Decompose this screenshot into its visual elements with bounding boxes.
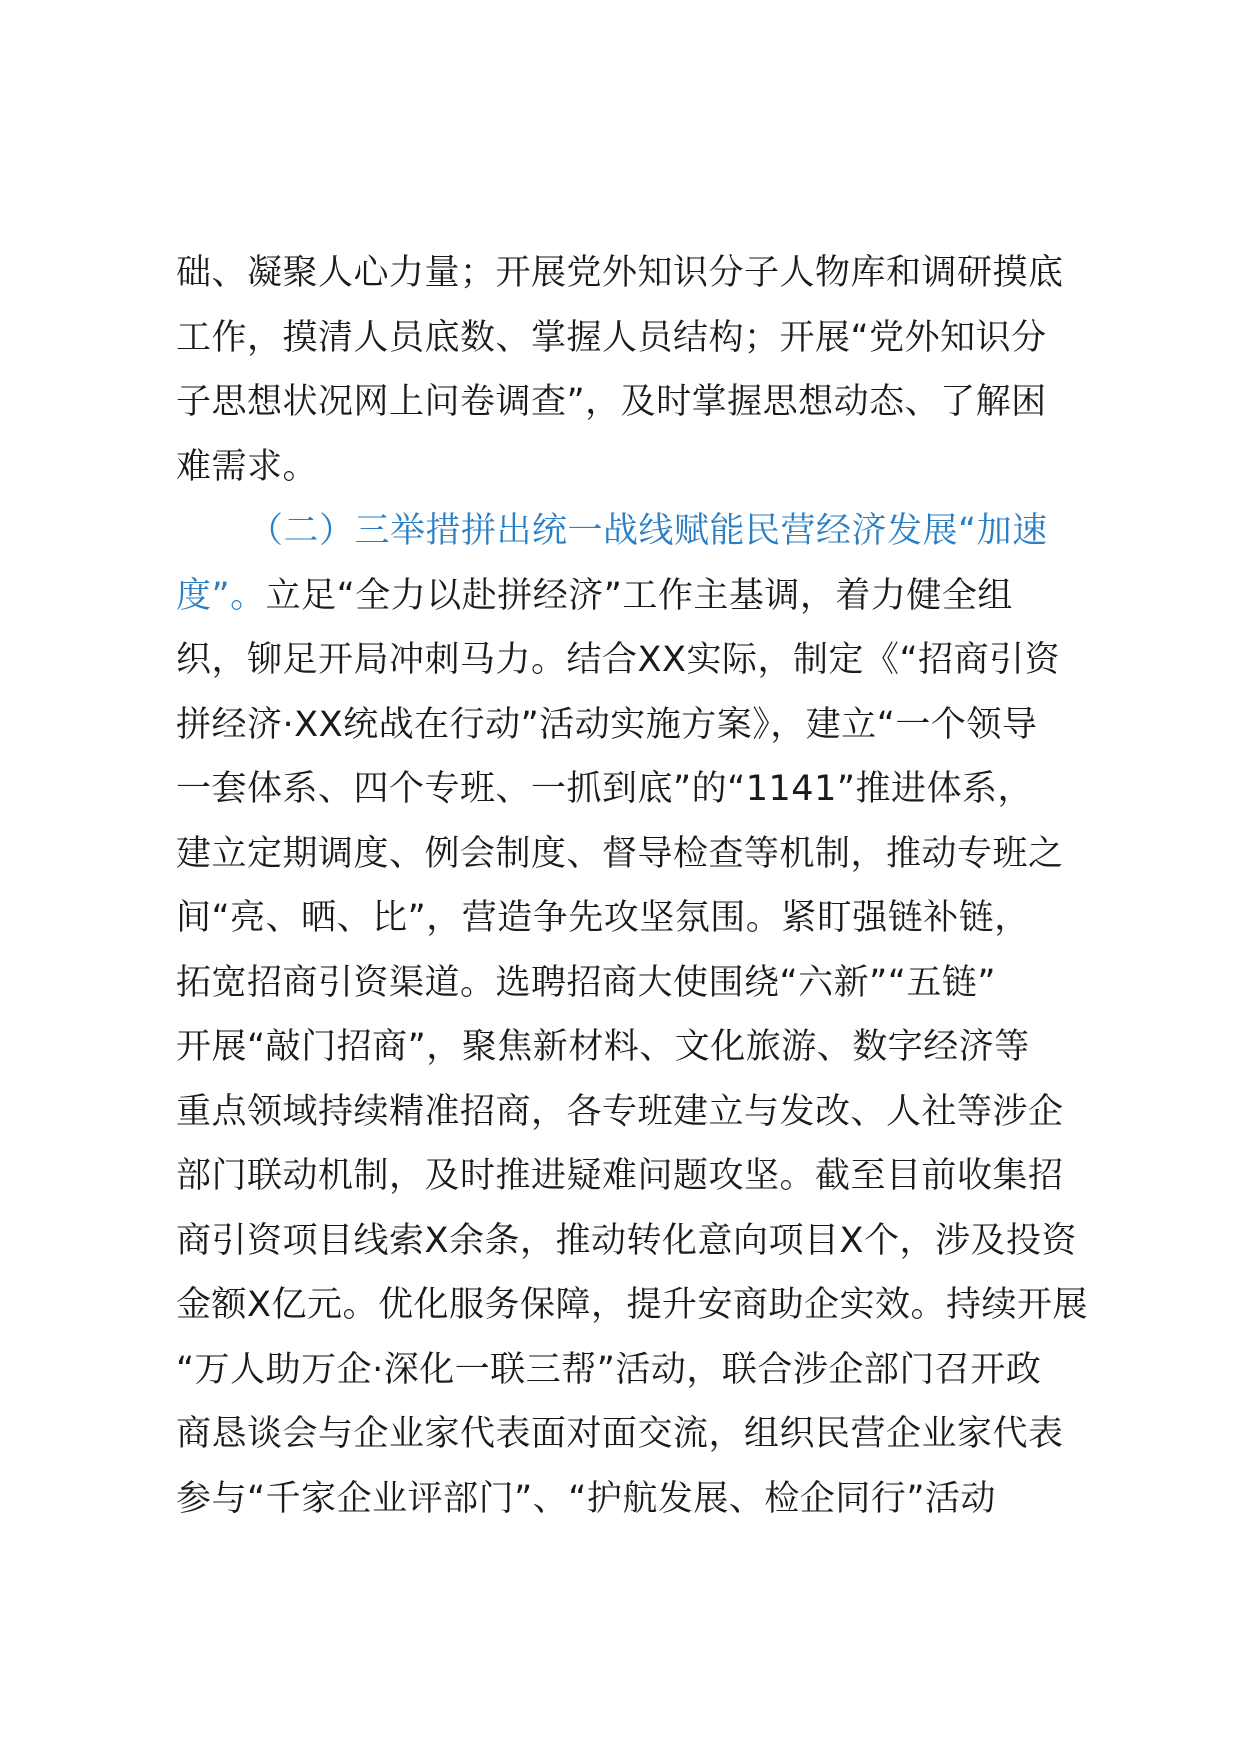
paragraph-1-line-1: 础、凝聚人心力量；开展党外知识分子人物库和调研摸底	[176, 253, 1064, 293]
section-2-line: 拓宽招商引资渠道。选聘招商大使围绕“六新”“五链”	[176, 962, 997, 1003]
section-2-line: 商恳谈会与企业家代表面对面交流，组织民营企业家代表	[176, 1414, 1064, 1454]
section-2-line: 开展“敲门招商”，聚焦新材料、文化旅游、数字经济等	[176, 1027, 1030, 1067]
section-2-line: 间“亮、晒、比”，营造争先攻坚氛围。紧盯强链补链，	[176, 898, 1030, 938]
section-2-line-2-text: 立足“全力以赴拼经济”工作主基调，着力健全组	[265, 575, 1013, 616]
paragraph-1-line-4: 难需求。	[176, 446, 319, 487]
section-heading-line-1: （二）三举措拼出统一战线赋能民营经济发展“加速	[248, 511, 1048, 551]
section-2-line: “万人助万企·深化一联三帮”活动，联合涉企部门召开政	[176, 1349, 1042, 1390]
section-2-line: 商引资项目线索X余条，推动转化意向项目X个，涉及投资	[176, 1220, 1077, 1261]
section-2-line: 建立定期调度、例会制度、督导检查等机制，推动专班之	[176, 833, 1064, 874]
document-body	[176, 241, 1116, 1531]
paragraph-1-line-3: 子思想状况网上问卷调查”，及时掌握思想动态、了解困	[176, 382, 1047, 422]
section-heading-line-2: 度”。	[176, 575, 266, 616]
paragraph-1-line-2: 工作，摸清人员底数、掌握人员结构；开展“党外知识分	[176, 317, 1047, 358]
section-2-line: 部门联动机制，及时推进疑难问题攻坚。截至目前收集招	[176, 1156, 1064, 1196]
section-2-line: 拼经济·XX统战在行动”活动实施方案》，建立“一个领导	[176, 704, 1038, 745]
section-2-line: 参与“千家企业评部门”、“护航发展、检企同行”活动	[176, 1478, 997, 1519]
section-2-line: 一套体系、四个专班、一抓到底”的“1141”推进体系，	[176, 769, 1033, 809]
section-2-line: 织，铆足开局冲刺马力。结合XX实际，制定《“招商引资	[176, 640, 1061, 680]
section-2-line: 金额X亿元。优化服务保障，提升安商助企实效。持续开展	[176, 1285, 1088, 1325]
section-2-line-2	[176, 564, 1116, 629]
section-2-line: 重点领域持续精准招商，各专班建立与发改、人社等涉企	[176, 1091, 1064, 1132]
